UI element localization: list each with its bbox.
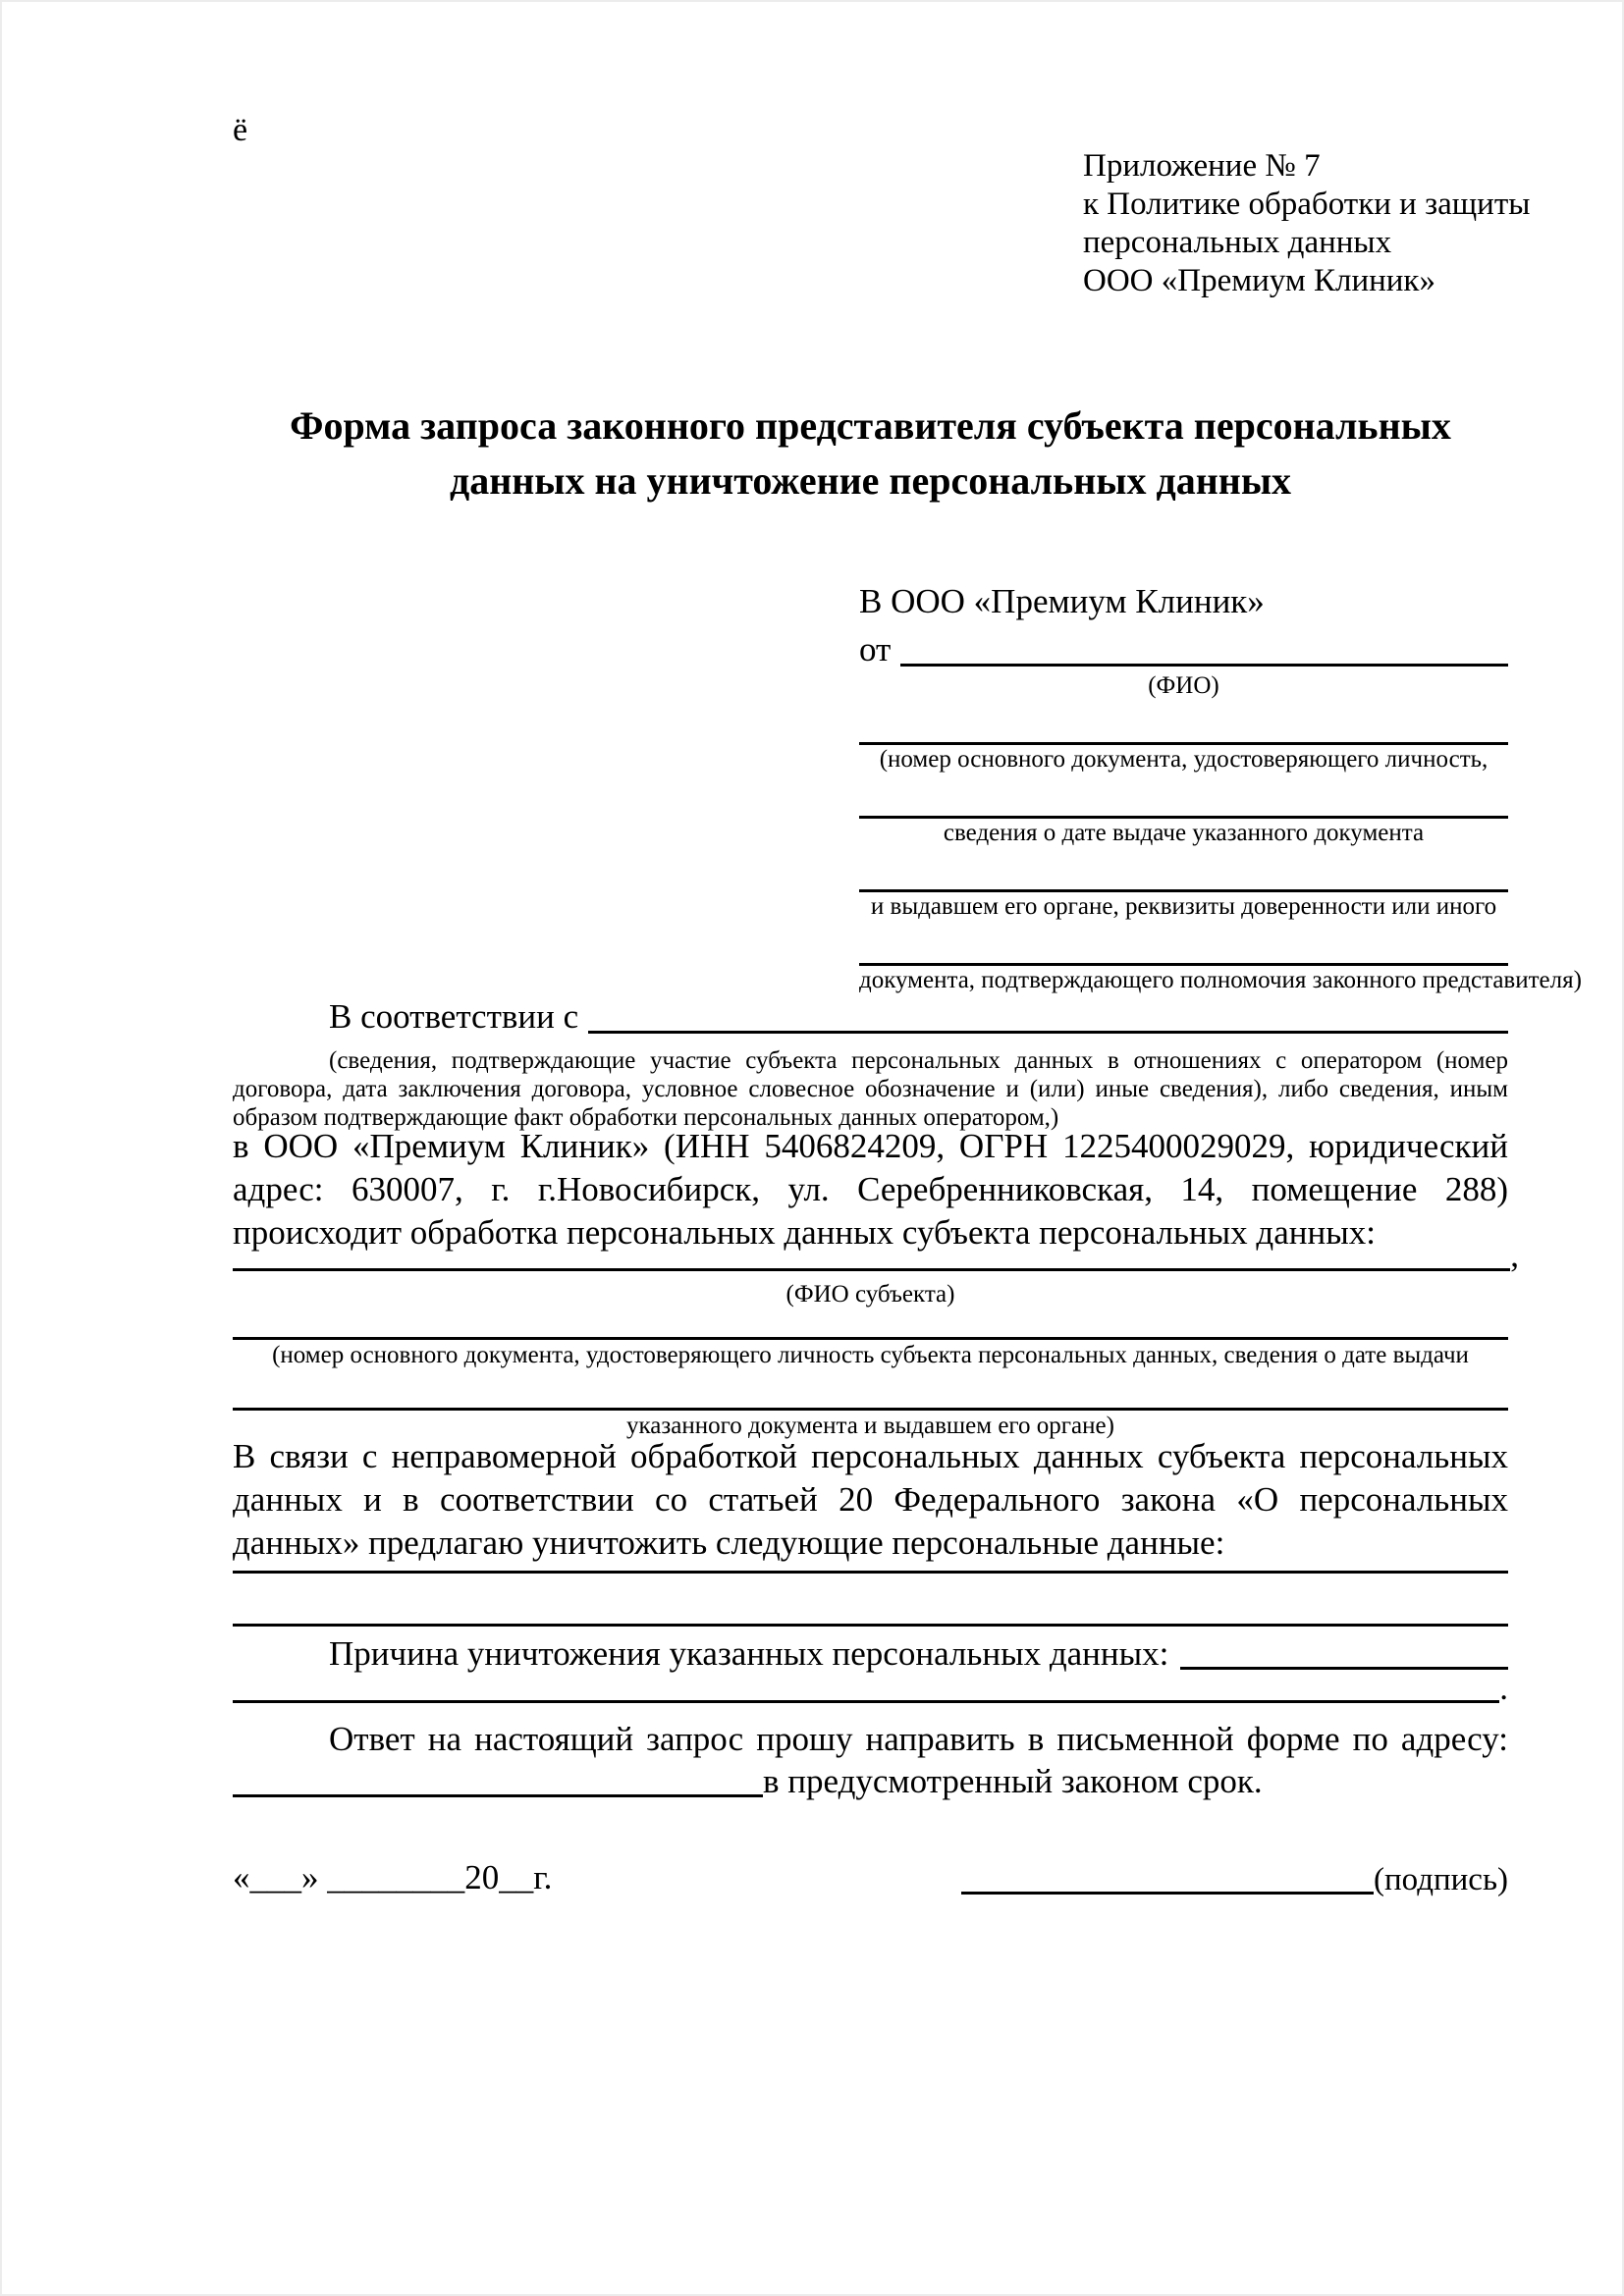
reason-continuation-field	[233, 1669, 1508, 1708]
doc-powers-field	[859, 928, 1582, 995]
reason-label: Причина уничтожения указанных персональных данных:	[329, 1634, 1169, 1673]
doc-issue-date-caption: сведения о дате выдаче указанного документа	[943, 820, 1425, 846]
signature-field	[961, 1859, 1508, 1900]
signature-row	[233, 1855, 1508, 1900]
company-name: ООО «Премиум Клиник»	[1083, 263, 1435, 298]
subject-fio-caption: (ФИО субъекта)	[785, 1281, 955, 1308]
fio-caption: (ФИО)	[1148, 672, 1219, 699]
addressee-block	[859, 581, 1582, 995]
doc-authority-blank-line	[859, 854, 1508, 892]
appendix-header	[1083, 147, 1530, 300]
subject-doc-caption-2: указанного документа и выдавшем его органе)	[626, 1413, 1114, 1439]
signature-caption: (подпись)	[1374, 1862, 1508, 1897]
accordance-blank-line	[588, 1031, 1508, 1034]
subject-doc-blank-line-2	[233, 1368, 1508, 1411]
subject-fio-field	[233, 1235, 1519, 1276]
doc-authority-field	[859, 854, 1508, 922]
doc-issue-date-field	[859, 780, 1508, 848]
stray-char: ё	[233, 112, 248, 148]
from-field	[859, 628, 1508, 671]
data-to-destroy-blank-line-1	[233, 1533, 1508, 1574]
addressee-to: В ООО «Премиум Клиник»	[859, 582, 1265, 620]
subject-line-comma: ,	[1510, 1236, 1519, 1274]
accordance-label: В соответствии с	[329, 997, 579, 1036]
reply-sentence: Ответ на настоящий запрос прошу направить в письменной форме по адресу:	[329, 1720, 1508, 1758]
demand-paragraph: В связи с неправомерной обработкой персональных данных субъекта персональных данных и в соответствии со статьей 20 Федерального закона «О персональных данных» предлагаю уничтожить следующие персональные данные:	[233, 1437, 1508, 1562]
date-line: «___» ________20__г.	[233, 1858, 553, 1896]
doc-number-caption: (номер основного документа, удостоверяющего личность,	[879, 746, 1489, 773]
subject-doc-caption: (номер основного документа, удостоверяющего личность субъекта персональных данных, сведения о дате выдачи	[272, 1342, 1469, 1368]
from-label: от	[859, 630, 892, 668]
accordance-note: (сведения, подтверждающие участие субъекта персональных данных в отношениях с оператором (номер договора, дата заключения договора, условное словесное обозначение и (или) иные сведения), либо сведения, иным образом подтверждающие факт обработки персональных данных оператором,)	[233, 1047, 1508, 1131]
reply-address-field	[233, 1761, 1508, 1802]
reply-address-blank-line	[233, 1794, 763, 1797]
doc-authority-caption: и выдавшем его органе, реквизиты доверенности или иного	[870, 893, 1497, 920]
reply-tail: в предусмотренный законом срок.	[763, 1762, 1263, 1800]
appendix-number: Приложение № 7	[1083, 148, 1321, 184]
document-title: Форма запроса законного представителя субъекта персональных данных на уничтожение персональных данных	[290, 403, 1451, 503]
data-to-destroy-blank-line-2	[233, 1586, 1508, 1627]
doc-number-field	[859, 707, 1508, 774]
appendix-policy-line2: персональных данных	[1083, 225, 1392, 260]
accordance-field	[233, 995, 1508, 1039]
doc-issue-date-blank-line	[859, 780, 1508, 819]
doc-powers-blank-line	[859, 928, 1508, 966]
operator-paragraph: в ООО «Премиум Клиник» (ИНН 5406824209, ОГРН 1225400029029, юридический адрес: 630007, г. г.Новосибирск, ул. Серебренниковская, 14, помещение 288) происходит обработка персональных данных субъекта персональных данных:	[233, 1127, 1508, 1252]
from-blank-line	[900, 664, 1508, 667]
appendix-policy-line: к Политике обработки и защиты	[1083, 187, 1531, 222]
reason-period: .	[1499, 1669, 1508, 1707]
subject-fio-blank-line	[233, 1268, 1510, 1271]
reason-blank-line-2	[233, 1700, 1499, 1703]
signature-blank-line	[961, 1892, 1374, 1895]
subject-doc-blank-line	[233, 1298, 1508, 1340]
doc-powers-caption: документа, подтверждающего полномочия законного представителя)	[859, 967, 1582, 993]
doc-number-blank-line	[859, 707, 1508, 745]
